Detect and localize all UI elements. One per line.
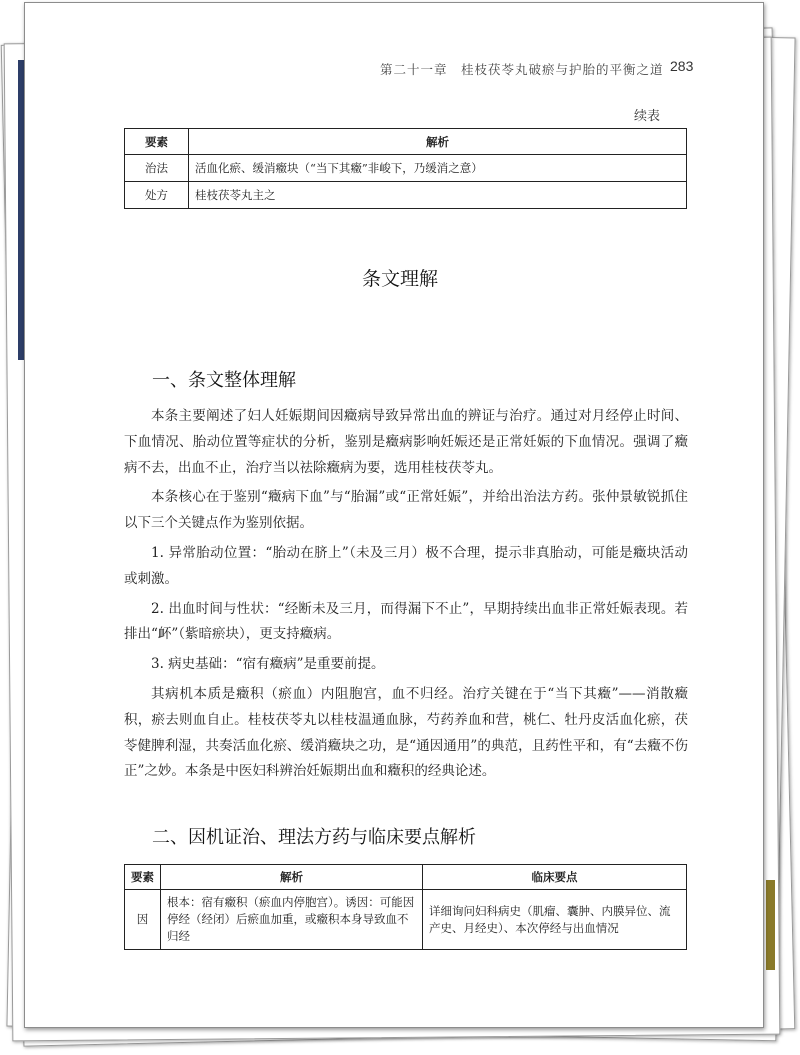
table-header-cell: 解析 (189, 129, 687, 155)
paragraph: 本条主要阐述了妇人妊娠期间因癥病导致异常出血的辨证与治疗。通过对月经停止时间、下血情况、胎动位置等症状的分析，鉴别是癥病影响妊娠还是正常妊娠的下血情况。强调了癥病不去，出血不止，治疗当以祛除癥病为要，选用桂枝茯苓丸。 (124, 408, 688, 476)
running-header: 第二十一章 桂枝茯苓丸破瘀与护胎的平衡之道 (380, 62, 664, 77)
body-text (124, 404, 688, 789)
table-header-cell: 解析 (161, 865, 423, 890)
subsection-heading: 一、条文整体理解 (152, 370, 296, 391)
table-header-cell: 要素 (125, 129, 189, 155)
table-cell: 治法 (125, 155, 189, 182)
paragraph: 2. 出血时间与性状：“经断未及三月，而得漏下不止”，早期持续出血非正常妊娠表现。若排出“衃”（紫暗瘀块），更支持癥病。 (124, 600, 688, 643)
section-title: 条文理解 (361, 268, 438, 290)
analysis-table (124, 864, 687, 950)
paragraph: 1. 异常胎动位置：“胎动在脐上”（未及三月）极不合理，提示非真胎动，可能是癥块活动或刺激。 (124, 544, 688, 587)
table-row (125, 182, 687, 209)
table-cell: 因 (125, 890, 161, 950)
table-cell: 桂枝茯苓丸主之 (189, 182, 687, 209)
table-cell: 活血化瘀、缓消癥块（“当下其癥”非峻下，乃缓消之意） (189, 155, 687, 182)
table-cell: 根本：宿有癥积（瘀血内停胞宫）。诱因：可能因停经（经闭）后瘀血加重，或癥积本身导致血不归经 (161, 890, 423, 950)
table-header-cell: 要素 (125, 865, 161, 890)
table-header-row (125, 129, 687, 155)
continued-table (124, 128, 687, 209)
table-header-cell: 临床要点 (423, 865, 687, 890)
table-cell: 处方 (125, 182, 189, 209)
page-number: 283 (670, 58, 694, 74)
paragraph: 其病机本质是癥积（瘀血）内阻胞宫，血不归经。治疗关键在于“当下其癥”——消散癥积，瘀去则血自止。桂枝茯苓丸以桂枝温通血脉，芍药养血和营，桃仁、牡丹皮活血化瘀，茯苓健脾利湿，共奏活血化瘀、缓消癥块之功，是“通因通用”的典范，且药性平和，有“去癥不伤正”之妙。本条是中医妇科辨治妊娠期出血和癥积的经典论述。 (124, 685, 688, 780)
paragraph: 本条核心在于鉴别“癥病下血”与“胎漏”或“正常妊娠”，并给出治法方药。张仲景敏锐抓住以下三个关键点作为鉴别依据。 (124, 489, 688, 532)
table-header-row (125, 865, 687, 890)
table-cell: 详细询问妇科病史（肌瘤、囊肿、内膜异位、流产史、月经史）、本次停经与出血情况 (423, 890, 687, 950)
paragraph: 3. 病史基础：“宿有癥病”是重要前提。 (151, 656, 385, 673)
subsection-heading: 二、因机证治、理法方药与临床要点解析 (152, 827, 476, 848)
page-edge-accent (766, 880, 775, 970)
table-row (125, 155, 687, 182)
table-row (125, 890, 687, 950)
table-continued-label: 续表 (634, 109, 661, 124)
